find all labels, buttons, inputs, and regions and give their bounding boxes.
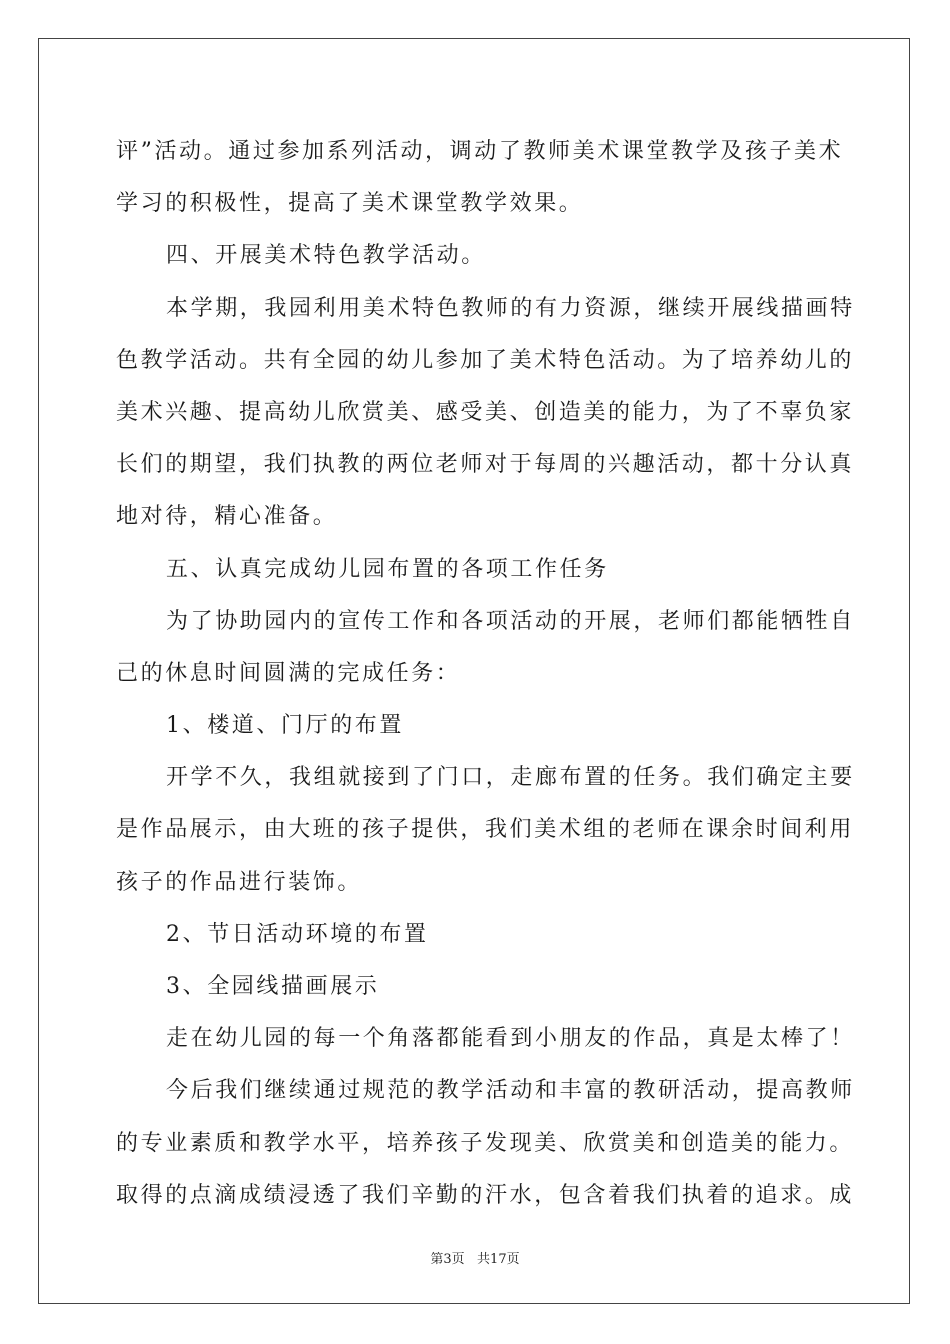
text-line: 取得的点滴成绩浸透了我们辛勤的汗水，包含着我们执着的追求。成 — [116, 1182, 855, 1208]
text-line: 的专业素质和教学水平，培养孩子发现美、欣赏美和创造美的能力。 — [116, 1130, 855, 1156]
document-body — [116, 126, 855, 1222]
text-line: 美术兴趣、提高幼儿欣赏美、感受美、创造美的能力，为了不辜负家 — [116, 399, 855, 425]
text-line: 2、节日活动环境的布置 — [166, 921, 429, 947]
text-line: 学习的积极性，提高了美术课堂教学效果。 — [116, 191, 584, 217]
text-line: 孩子的作品进行装饰。 — [116, 869, 363, 895]
text-line: 地对待，精心准备。 — [116, 504, 338, 530]
text-line: 为了协助园内的宣传工作和各项活动的开展，老师们都能牺牲自 — [166, 608, 855, 634]
text-line: 是作品展示，由大班的孩子提供，我们美术组的老师在课余时间利用 — [116, 817, 855, 843]
text-line: 1、楼道、门厅的布置 — [166, 713, 404, 739]
text-line: 长们的期望，我们执教的两位老师对于每周的兴趣活动，都十分认真 — [116, 452, 855, 478]
text-line: 3、全园线描画展示 — [166, 974, 380, 999]
text-line: 评”活动。通过参加系列活动，调动了教师美术课堂教学及孩子美术 — [116, 139, 844, 164]
text-line: 走在幼儿园的每一个角落都能看到小朋友的作品，真是太棒了！ — [166, 1026, 855, 1052]
text-line: 色教学活动。共有全园的幼儿参加了美术特色活动。为了培养幼儿的 — [116, 347, 855, 373]
text-line: 本学期，我园利用美术特色教师的有力资源，继续开展线描画特 — [166, 295, 855, 321]
text-line: 四、开展美术特色教学活动。 — [166, 243, 486, 269]
text-line: 己的休息时间圆满的完成任务： — [116, 660, 461, 686]
text-line: 五、认真完成幼儿园布置的各项工作任务 — [166, 556, 609, 582]
page-number-footer: 第3页 共17页 — [430, 1252, 520, 1267]
text-line: 今后我们继续通过规范的教学活动和丰富的教研活动，提高教师 — [166, 1078, 855, 1104]
text-line: 开学不久，我组就接到了门口，走廊布置的任务。我们确定主要 — [166, 765, 855, 791]
